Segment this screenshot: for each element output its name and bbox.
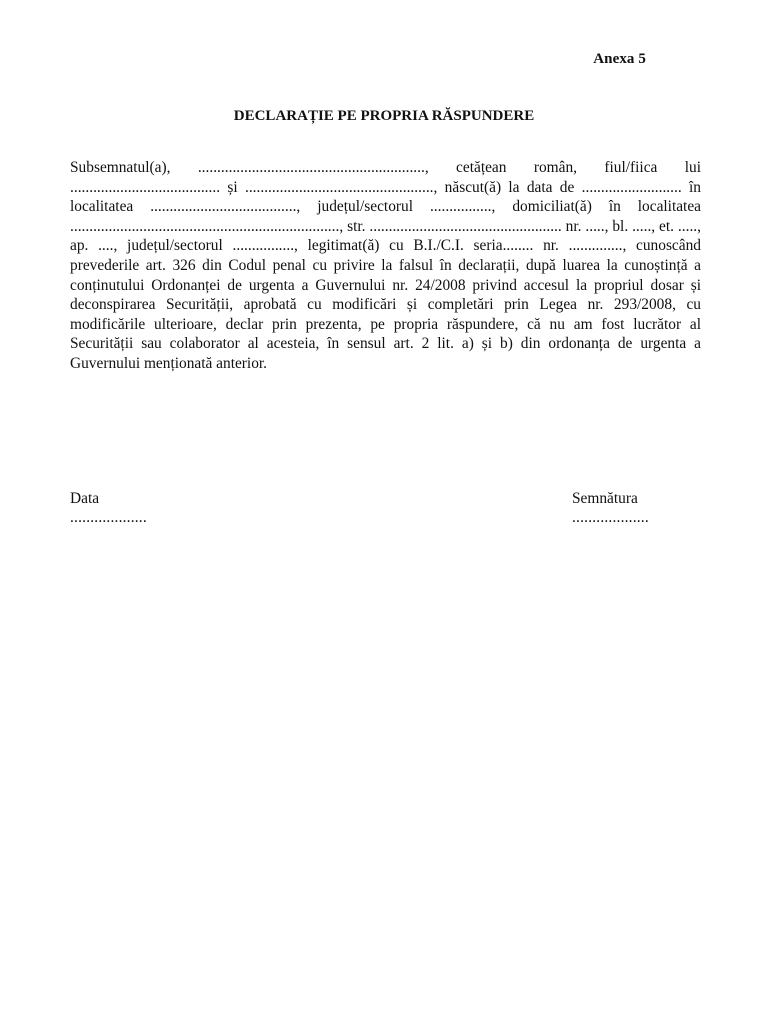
date-field: ................... (70, 509, 147, 526)
signature-field: ................... (572, 509, 649, 526)
declaration-body: Subsemnatul(a), ..........................................................., cetățean român, fiul/fiica lui ....................................... și ................................................., născut(ă) la data de .......................... în localitatea ......................................, județul/sectorul ................, domiciliat(ă) în localitatea ......................................................................, str. .................................................. nr. ....., bl. ....., et. ....., ap. ...., județul/sectorul ................, legitimat(ă) cu B.I./C.I. seria........ nr. .............., cunoscând prevederile art. 326 din Codul penal cu privire la falsul în declarații, după luarea la cunoștință a conținutului Ordonanței de urgenta a Guvernului nr. 24/2008 privind accesul la propriul dosar și deconspirarea Securității, aprobată cu modificări și completări prin Legea nr. 293/2008, cu modificările ulterioare, declar prin prezenta, pe propria răspundere, că nu am fost lucrător al Securității sau colaborator al acesteia, în sensul art. 2 lit. a) și b) din ordonanța de urgenta a Guvernului menționată anterior. (70, 159, 701, 372)
annex-number: Anexa 5 (593, 51, 646, 67)
date-block (70, 489, 147, 527)
signature-block (572, 489, 649, 527)
date-label: Data (70, 490, 100, 507)
signature-label: Semnătura (572, 490, 638, 507)
document-title: DECLARAȚIE PE PROPRIA RĂSPUNDERE (233, 108, 535, 124)
